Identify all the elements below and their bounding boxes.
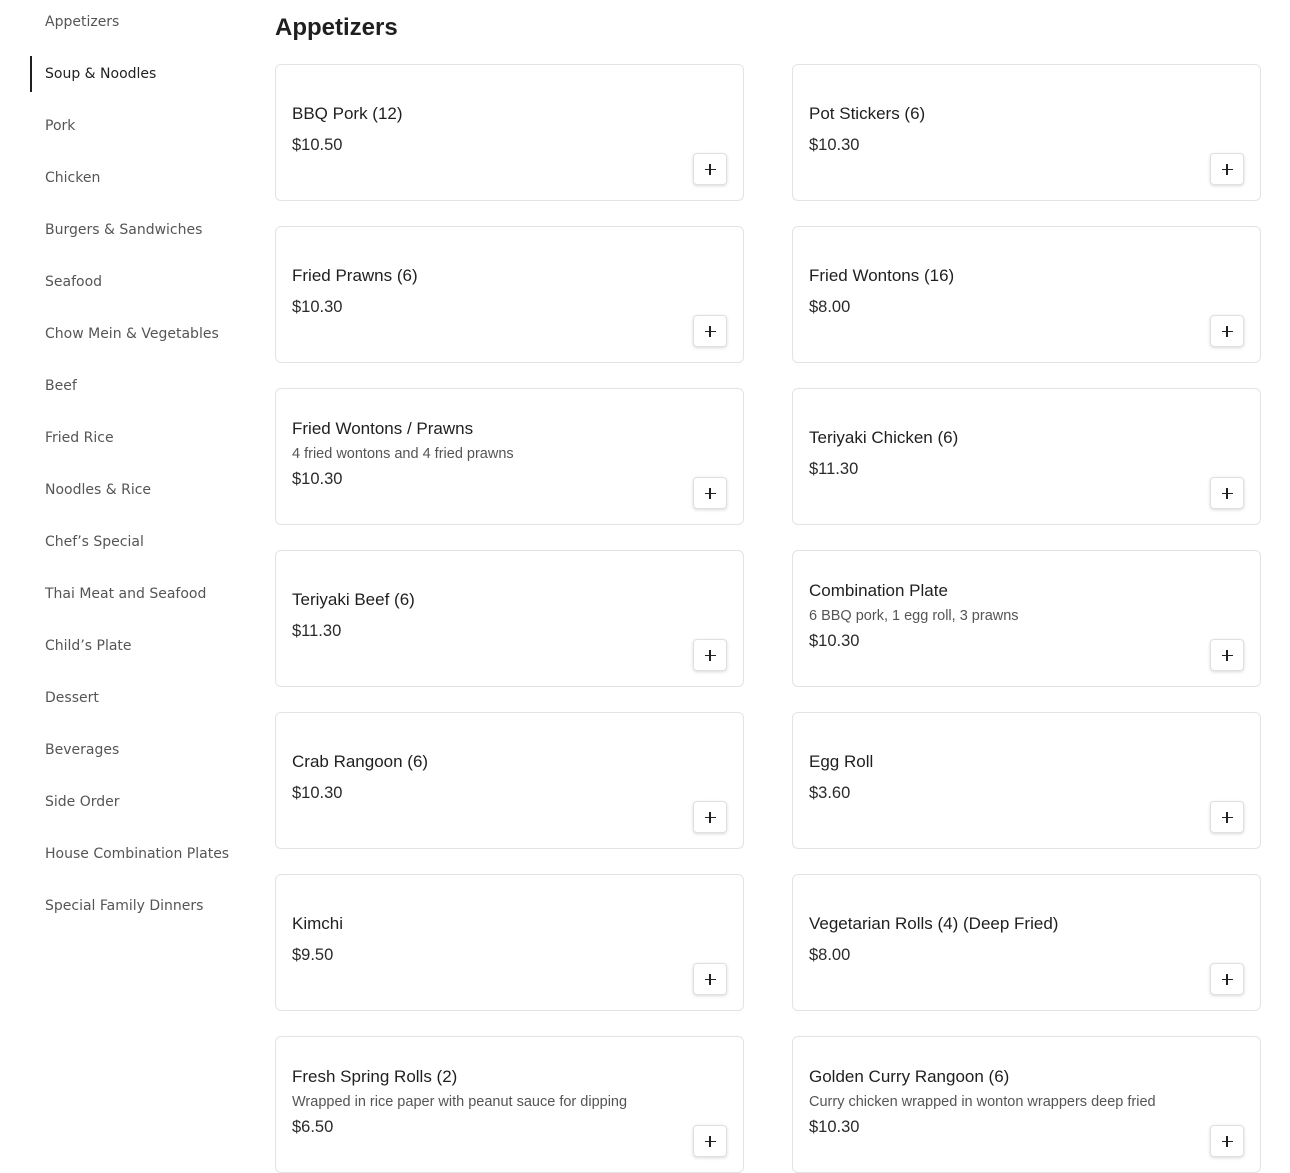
menu-item-name: Crab Rangoon (6): [292, 752, 429, 771]
sidebar-category-item[interactable]: Chicken: [45, 170, 101, 186]
sidebar-category-item[interactable]: Pork: [45, 118, 76, 134]
plus-icon: [1222, 488, 1233, 499]
sidebar-category-item[interactable]: Chef’s Special: [45, 534, 144, 550]
menu-item-name: Teriyaki Chicken (6): [809, 428, 959, 447]
menu-item-name: Egg Roll: [809, 752, 874, 771]
menu-item-name: Fried Wontons / Prawns: [292, 418, 474, 438]
plus-icon: [1222, 812, 1233, 823]
plus-icon: [1222, 326, 1233, 337]
menu-item-grid: [275, 64, 1261, 1173]
add-to-cart-button[interactable]: [693, 801, 727, 833]
plus-icon: [705, 488, 716, 499]
menu-item-card[interactable]: [275, 388, 744, 525]
sidebar-category-item[interactable]: House Combination Plates: [45, 846, 230, 862]
menu-item-description: 4 fried wontons and 4 fried prawns: [292, 445, 514, 462]
add-to-cart-button[interactable]: [1210, 153, 1244, 185]
sidebar-category-item[interactable]: Beverages: [45, 742, 120, 758]
menu-item-description: 6 BBQ pork, 1 egg roll, 3 prawns: [809, 607, 1019, 624]
add-to-cart-button[interactable]: [1210, 639, 1244, 671]
plus-icon: [705, 650, 716, 661]
sidebar-category-item[interactable]: Chow Mein & Vegetables: [45, 326, 219, 342]
menu-item-price: $9.50: [292, 946, 334, 964]
menu-item-name: Teriyaki Beef (6): [292, 590, 415, 609]
category-sidebar: [0, 0, 240, 1138]
menu-item-price: $10.50: [292, 136, 343, 154]
menu-item-card[interactable]: [792, 874, 1261, 1011]
plus-icon: [1222, 164, 1233, 175]
menu-item-card[interactable]: [275, 712, 744, 849]
sidebar-category-item[interactable]: Soup & Noodles: [30, 56, 230, 92]
add-to-cart-button[interactable]: [693, 1125, 727, 1157]
sidebar-category-item[interactable]: Noodles & Rice: [45, 482, 152, 498]
sidebar-category-item[interactable]: Special Family Dinners: [45, 898, 204, 914]
menu-item-name: Pot Stickers (6): [809, 104, 926, 123]
menu-item-card[interactable]: [275, 874, 744, 1011]
sidebar-category-item[interactable]: Dessert: [45, 690, 99, 706]
sidebar-category-item[interactable]: Appetizers: [45, 14, 120, 30]
add-to-cart-button[interactable]: [1210, 801, 1244, 833]
menu-item-price: $10.30: [292, 469, 343, 488]
menu-item-price: $10.30: [809, 631, 860, 650]
plus-icon: [705, 812, 716, 823]
menu-item-name: Kimchi: [292, 914, 344, 933]
menu-item-card[interactable]: [275, 226, 744, 363]
menu-item-card[interactable]: [792, 1036, 1261, 1173]
menu-item-description: Wrapped in rice paper with peanut sauce for dipping: [292, 1093, 628, 1110]
sidebar-category-item[interactable]: Seafood: [45, 274, 103, 290]
sidebar-category-item[interactable]: Thai Meat and Seafood: [45, 586, 207, 602]
menu-item-card[interactable]: [792, 388, 1261, 525]
add-to-cart-button[interactable]: [1210, 1125, 1244, 1157]
menu-item-card[interactable]: [792, 712, 1261, 849]
menu-item-card[interactable]: [792, 226, 1261, 363]
plus-icon: [1222, 974, 1233, 985]
add-to-cart-button[interactable]: [693, 963, 727, 995]
menu-item-card[interactable]: [275, 550, 744, 687]
menu-item-price: $10.30: [809, 1117, 860, 1136]
menu-item-price: $8.00: [809, 298, 851, 316]
plus-icon: [705, 164, 716, 175]
sidebar-category-item[interactable]: Child’s Plate: [45, 638, 132, 654]
menu-item-card[interactable]: [792, 550, 1261, 687]
menu-item-price: $3.60: [809, 784, 851, 802]
add-to-cart-button[interactable]: [1210, 963, 1244, 995]
menu-item-card[interactable]: [792, 64, 1261, 201]
add-to-cart-button[interactable]: [693, 315, 727, 347]
menu-item-name: Fried Wontons (16): [809, 266, 955, 285]
menu-item-name: Golden Curry Rangoon (6): [809, 1066, 1010, 1086]
plus-icon: [705, 1136, 716, 1147]
add-to-cart-button[interactable]: [693, 639, 727, 671]
menu-item-name: Vegetarian Rolls (4) (Deep Fried): [809, 914, 1059, 933]
plus-icon: [705, 974, 716, 985]
menu-item-price: $8.00: [809, 946, 851, 964]
menu-item-card[interactable]: [275, 64, 744, 201]
plus-icon: [1222, 1136, 1233, 1147]
sidebar-category-item[interactable]: Side Order: [45, 794, 120, 810]
menu-item-description: Curry chicken wrapped in wonton wrappers deep fried: [809, 1093, 1156, 1110]
add-to-cart-button[interactable]: [693, 153, 727, 185]
menu-item-price: $11.30: [292, 622, 342, 640]
sidebar-category-item[interactable]: Beef: [45, 378, 77, 394]
plus-icon: [1222, 650, 1233, 661]
menu-item-price: $10.30: [292, 298, 343, 316]
add-to-cart-button[interactable]: [1210, 477, 1244, 509]
menu-item-name: BBQ Pork (12): [292, 104, 403, 123]
menu-item-card[interactable]: [275, 1036, 744, 1173]
sidebar-category-item[interactable]: Fried Rice: [45, 430, 114, 446]
section-title: Appetizers: [275, 14, 398, 41]
menu-item-price: $6.50: [292, 1117, 334, 1136]
menu-item-name: Fried Prawns (6): [292, 266, 418, 285]
add-to-cart-button[interactable]: [693, 477, 727, 509]
sidebar-category-item[interactable]: Burgers & Sandwiches: [45, 222, 203, 238]
menu-item-price: $10.30: [292, 784, 343, 802]
menu-item-name: Combination Plate: [809, 580, 948, 600]
add-to-cart-button[interactable]: [1210, 315, 1244, 347]
menu-item-price: $10.30: [809, 136, 860, 154]
plus-icon: [705, 326, 716, 337]
menu-item-name: Fresh Spring Rolls (2): [292, 1066, 458, 1086]
menu-item-price: $11.30: [809, 460, 859, 478]
